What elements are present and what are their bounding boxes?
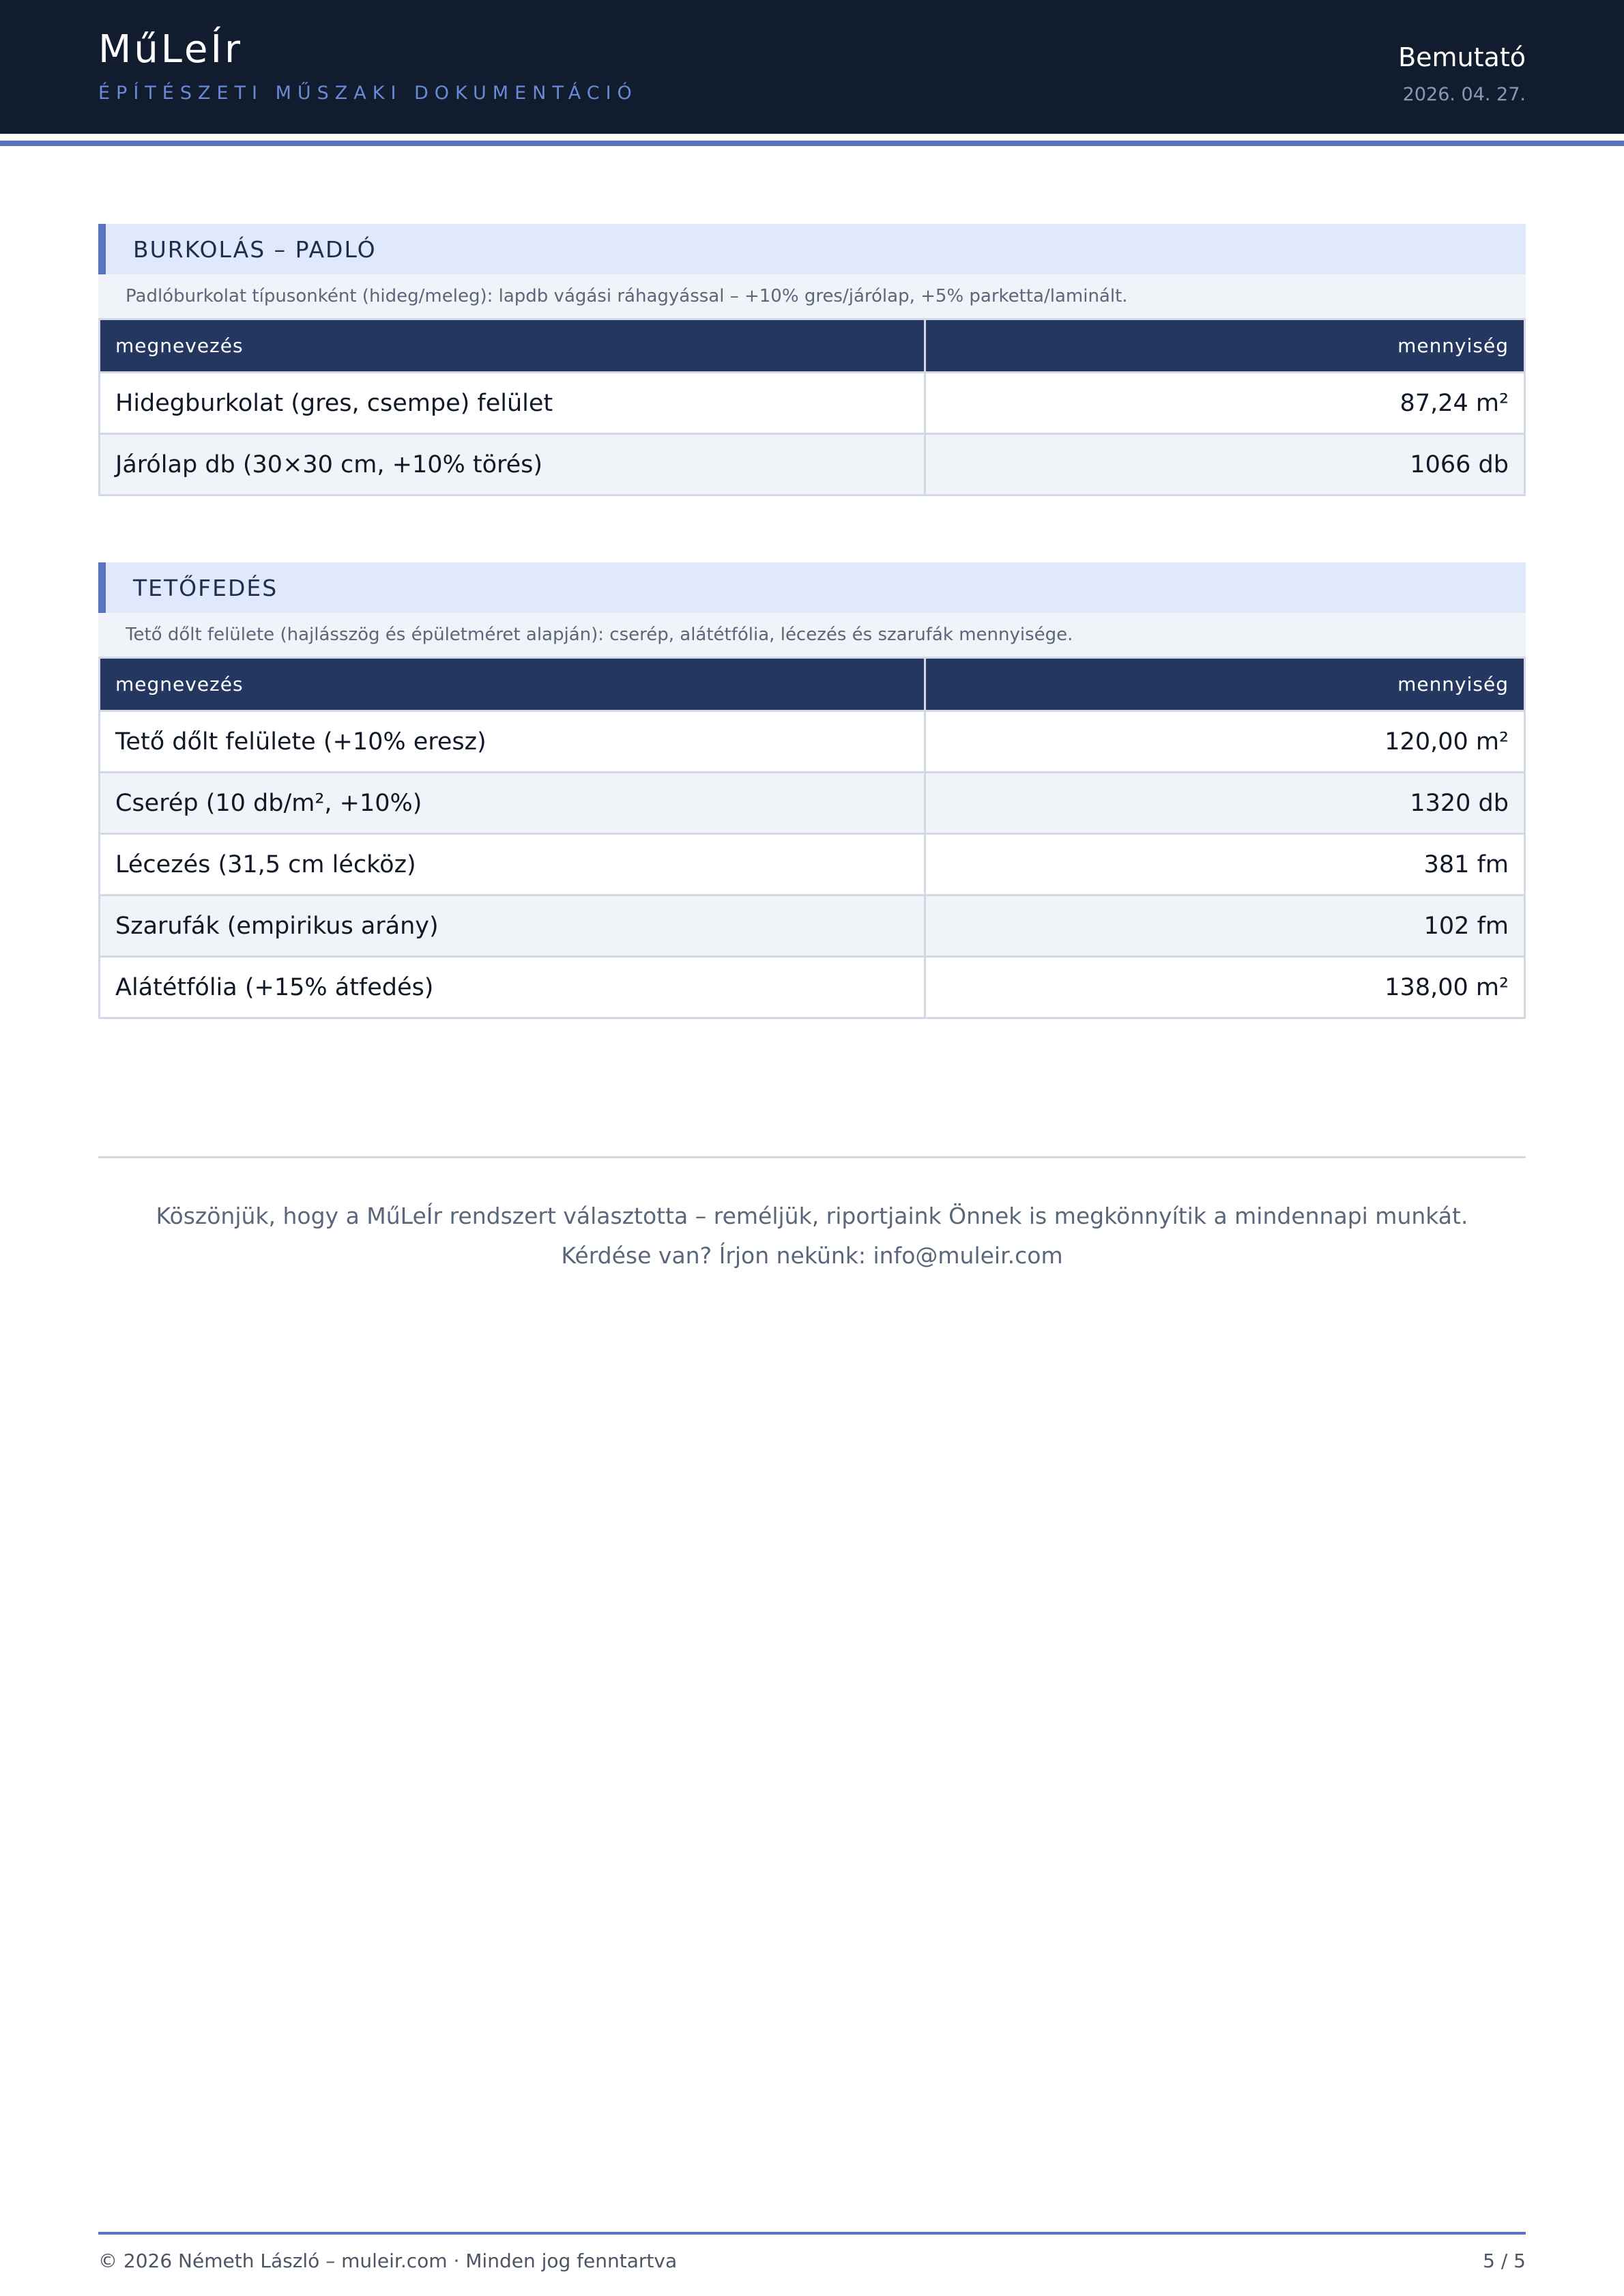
closing-divider bbox=[98, 1156, 1526, 1158]
column-header-name: megnevezés bbox=[100, 658, 925, 711]
section-description: Padlóburkolat típusonként (hideg/meleg): lapdb vágási ráhagyással – +10% gres/járólap, +5% parketta/laminált. bbox=[98, 274, 1526, 318]
table-row bbox=[100, 834, 1525, 895]
item-name: Cserép (10 db/m², +10%) bbox=[100, 773, 925, 834]
section-title: TETŐFEDÉS bbox=[98, 562, 1526, 613]
table-row bbox=[100, 434, 1525, 496]
item-name: Alátétfólia (+15% átfedés) bbox=[100, 957, 925, 1018]
table-header-row bbox=[100, 658, 1525, 711]
page-header bbox=[0, 0, 1624, 134]
page-number: 5 / 5 bbox=[1483, 2250, 1526, 2272]
section-roofing bbox=[98, 562, 1526, 1019]
item-name: Hidegburkolat (gres, csempe) felület bbox=[100, 373, 925, 434]
document-type: Bemutató bbox=[1398, 42, 1526, 72]
section-description: Tető dőlt felülete (hajlásszög és épületméret alapján): cserép, alátétfólia, lécezés és szarufák mennyisége. bbox=[98, 613, 1526, 657]
closing-thanks: Köszönjük, hogy a MűLeÍr rendszert választotta – reméljük, riportjaink Önnek is megkönnyítik a mindennapi munkát. bbox=[156, 1203, 1468, 1229]
footer-divider bbox=[98, 2232, 1526, 2235]
table-row bbox=[100, 711, 1525, 773]
table-header-row bbox=[100, 319, 1525, 373]
column-header-name: megnevezés bbox=[100, 319, 925, 373]
item-name: Szarufák (empirikus arány) bbox=[100, 895, 925, 957]
item-name: Lécezés (31,5 cm lécköz) bbox=[100, 834, 925, 895]
document-date: 2026. 04. 27. bbox=[1402, 84, 1526, 105]
quantity-table bbox=[98, 657, 1526, 1019]
column-header-quantity: mennyiség bbox=[925, 658, 1525, 711]
quantity-table bbox=[98, 318, 1526, 496]
table-row bbox=[100, 957, 1525, 1018]
item-name: Tető dőlt felülete (+10% eresz) bbox=[100, 711, 925, 773]
item-quantity: 87,24 m² bbox=[925, 373, 1525, 434]
table-row bbox=[100, 895, 1525, 957]
brand-title: MűLeÍr bbox=[98, 27, 244, 72]
brand-subtitle: ÉPÍTÉSZETI MŰSZAKI DOKUMENTÁCIÓ bbox=[98, 83, 638, 104]
header-divider bbox=[0, 141, 1624, 146]
item-name: Járólap db (30×30 cm, +10% törés) bbox=[100, 434, 925, 496]
item-quantity: 120,00 m² bbox=[925, 711, 1525, 773]
table-row bbox=[100, 773, 1525, 834]
section-title: BURKOLÁS – PADLÓ bbox=[98, 224, 1526, 274]
table-row bbox=[100, 373, 1525, 434]
closing-contact: Kérdése van? Írjon nekünk: info@muleir.com bbox=[561, 1242, 1063, 1269]
item-quantity: 1320 db bbox=[925, 773, 1525, 834]
column-header-quantity: mennyiség bbox=[925, 319, 1525, 373]
item-quantity: 102 fm bbox=[925, 895, 1525, 957]
item-quantity: 138,00 m² bbox=[925, 957, 1525, 1018]
footer-copyright: © 2026 Németh László – muleir.com · Minden jog fenntartva bbox=[98, 2250, 678, 2272]
section-floor-covering bbox=[98, 224, 1526, 496]
item-quantity: 381 fm bbox=[925, 834, 1525, 895]
item-quantity: 1066 db bbox=[925, 434, 1525, 496]
